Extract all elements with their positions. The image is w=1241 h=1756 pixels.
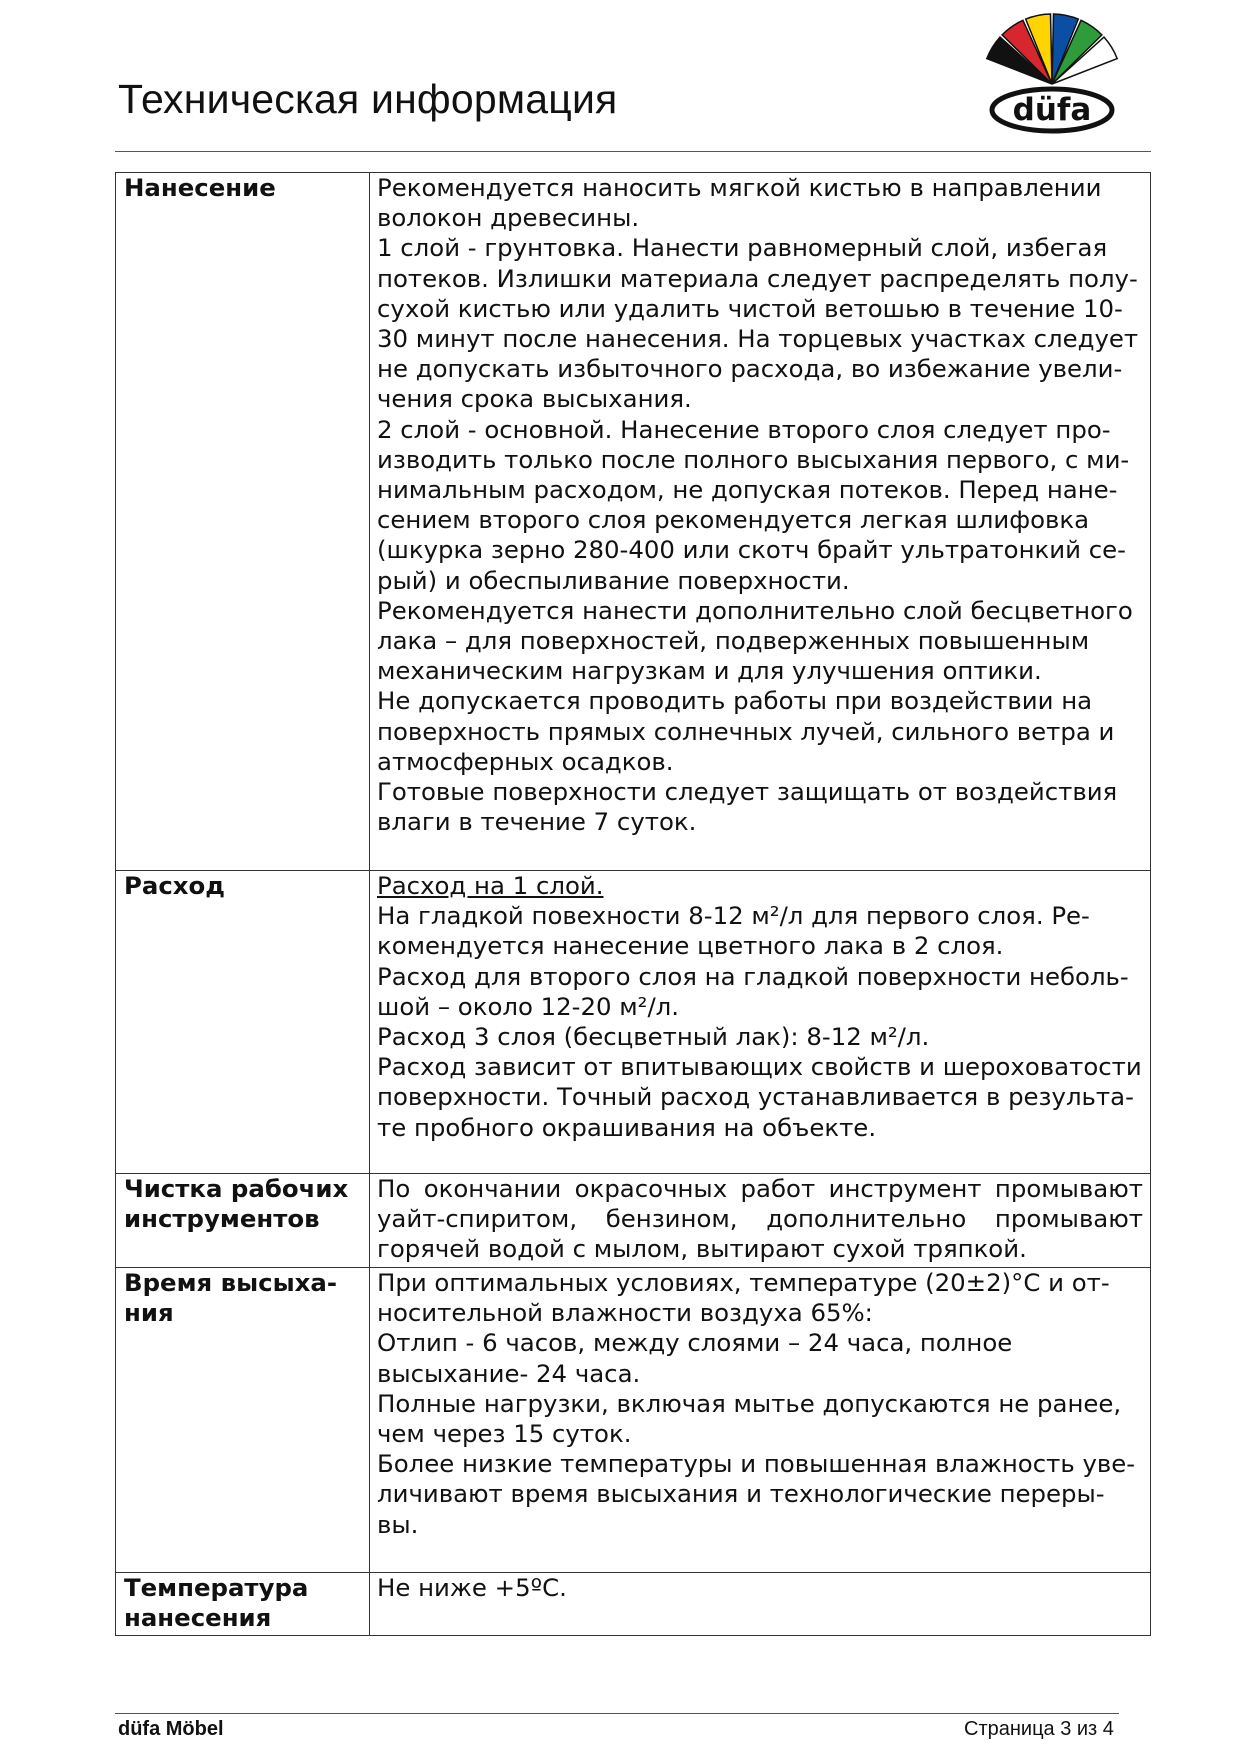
spec-paragraph: По окончании окрасочных работ инструмент промывают уайт-спиритом, бензином, дополнительно промывают горячей водой с мылом, вытирают сухой тряпкой. <box>377 1174 1143 1264</box>
spec-label-text: Время высыха- ния <box>124 1268 338 1328</box>
spec-row-drying-time <box>116 1268 1151 1573</box>
spec-row-application-temperature <box>116 1573 1151 1636</box>
spec-label-text: Чистка рабочих инструментов <box>124 1174 349 1234</box>
spec-label <box>116 1573 370 1636</box>
spec-value <box>370 1174 1151 1268</box>
header-divider <box>115 151 1151 152</box>
spec-value <box>370 1268 1151 1573</box>
spec-value <box>370 1573 1151 1636</box>
spec-paragraph: Расход 3 слоя (бесцветный лак): 8-12 м²/л. <box>377 1022 930 1052</box>
spec-paragraph: 1 слой - грунтовка. Нанести равномерный слой, избегая потеков. Излишки материала следует распределять полу- сухой кистью или удалить чистой ветошью в течение 10- 30 минут после нанесения. На торцевых участках следует не допускать избыточного расхода, во избежание увели- чения срока высыхания. <box>377 233 1139 414</box>
spec-paragraph: На гладкой повехности 8-12 м²/л для первого слоя. Ре- комендуется нанесение цветного лака в 2 слоя. <box>377 901 1090 961</box>
spec-paragraph: Полные нагрузки, включая мытье допускаются не ранее, чем через 15 суток. <box>377 1388 1122 1449</box>
spec-paragraph: Более низкие температуры и повышенная влажность уве- личивают время высыхания и технологические переры- вы. <box>377 1449 1136 1539</box>
spec-paragraph: Расход для второго слоя на гладкой поверхности неболь- шой – около 12-20 м²/л. <box>377 961 1129 1021</box>
spec-value <box>370 871 1151 1174</box>
spec-paragraph: При оптимальных условиях, температуре (20±2)°С и от- носительной влажности воздуха 65%: <box>377 1268 1110 1328</box>
spec-value <box>370 173 1151 871</box>
footer-divider <box>115 1713 1119 1714</box>
spec-paragraph: Не допускается проводить работы при воздействии на поверхность прямых солнечных лучей, сильного ветра и атмосферных осадков. <box>377 686 1115 776</box>
footer-product-name: düfa Möbel <box>118 1718 224 1740</box>
spec-paragraph: Не ниже +5ºС. <box>377 1573 567 1602</box>
spec-row-application <box>116 173 1151 871</box>
spec-paragraph: Отлип - 6 часов, между слоями – 24 часа, полное высыхание- 24 часа. <box>377 1328 1013 1388</box>
spec-label <box>116 173 370 871</box>
spec-label <box>116 871 370 1174</box>
spec-row-tool-cleaning <box>116 1174 1151 1268</box>
spec-label <box>116 1268 370 1573</box>
spec-paragraph: Рекомендуется нанести дополнительно слой бесцветного лака – для поверхностей, подверженных повышенным механическим нагрузкам и для улучшения оптики. <box>377 595 1133 686</box>
spec-table <box>115 172 1151 1636</box>
page-title: Техническая информация <box>118 76 618 122</box>
fan-graphic <box>987 14 1117 84</box>
logo-wordmark: düfa <box>1012 92 1092 128</box>
spec-paragraph: 2 слой - основной. Нанесение второго слоя следует про- изводить только после полного высыхания первого, с ми- нимальным расходом, не допуская потеков. Перед нане- сением второго слоя рекомендуется легкая шлифовка (шкурка зерно 280-400 или скотч брайт ультратонкий се- рый) и обеспыливание поверхности. <box>377 414 1130 595</box>
footer-page-number: Страница 3 из 4 <box>964 1718 1114 1740</box>
spec-label <box>116 1174 370 1268</box>
spec-subheading: Расход на 1 слой. <box>377 871 604 900</box>
spec-label-text: Температура нанесения <box>124 1573 309 1633</box>
spec-paragraph: Расход зависит от впитывающих свойств и шероховатости поверхности. Точный расход устанавливается в результа- те пробного окрашивания на объекте. <box>377 1052 1142 1142</box>
spec-paragraph: Рекомендуется наносить мягкой кистью в направлении волокон древесины. <box>377 173 1102 233</box>
spec-label-text: Нанесение <box>124 173 276 202</box>
spec-row-consumption <box>116 871 1151 1174</box>
spec-paragraph: Готовые поверхности следует защищать от воздействия влаги в течение 7 суток. <box>377 777 1118 837</box>
dufa-logo <box>985 6 1120 136</box>
spec-label-text: Расход <box>124 871 225 900</box>
